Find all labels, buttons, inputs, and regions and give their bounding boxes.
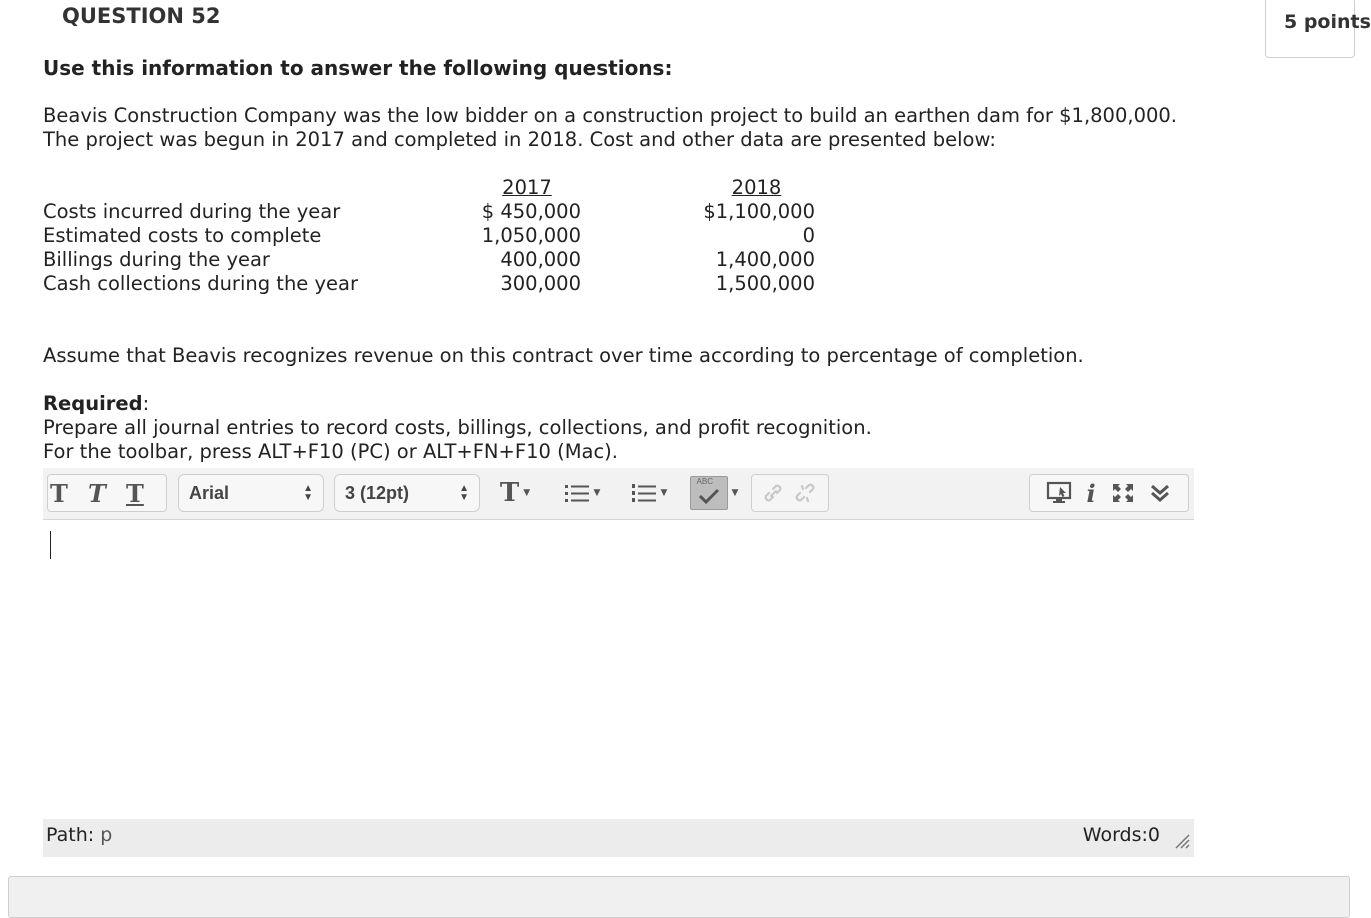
- question-title: QUESTION 52: [62, 4, 221, 28]
- link-group: [751, 474, 829, 512]
- utility-group: [1029, 474, 1189, 512]
- cell-2017: 400,000: [500, 248, 581, 271]
- element-path: [46, 824, 112, 846]
- caret-down-icon: ▼: [523, 488, 531, 498]
- next-question-container: [8, 876, 1350, 918]
- checkmark-icon: [698, 488, 720, 504]
- row-label: Costs incurred during the year: [43, 200, 341, 223]
- path-label: Path:: [46, 824, 95, 846]
- text-style-group: [47, 474, 167, 512]
- numbered-list-button[interactable]: [619, 474, 679, 512]
- bullet-list-button[interactable]: [553, 474, 611, 512]
- required-colon: :: [142, 392, 150, 415]
- spellcheck-label: ABC: [696, 477, 713, 486]
- path-value[interactable]: p: [100, 824, 113, 846]
- cell-2017: $ 450,000: [481, 200, 581, 223]
- font-size-select[interactable]: [334, 474, 480, 512]
- text-color-icon: T: [499, 478, 520, 508]
- resize-grip-icon[interactable]: [1174, 833, 1190, 849]
- info-icon[interactable]: i: [1086, 478, 1096, 508]
- editor-status-bar: [43, 819, 1194, 857]
- preview-icon[interactable]: [1046, 481, 1072, 505]
- spellcheck-icon: [690, 476, 728, 510]
- updown-arrows-icon: ▲ ▼: [459, 483, 469, 503]
- chevron-double-down-icon[interactable]: [1148, 481, 1172, 505]
- cell-2018: 1,400,000: [715, 248, 815, 271]
- cell-2017: 1,050,000: [481, 224, 581, 247]
- required-heading-line: [43, 392, 872, 416]
- row-label: Billings during the year: [43, 248, 270, 271]
- paragraph-line-2: The project was begun in 2017 and completed in 2018. Cost and other data are presented below:: [43, 128, 996, 151]
- cell-2018: 0: [802, 224, 815, 247]
- problem-paragraph: [43, 104, 1177, 152]
- bullet-list-icon: [564, 482, 590, 504]
- italic-button[interactable]: T: [88, 478, 106, 508]
- required-line-1: Prepare all journal entries to record costs, billings, collections, and profit recognition.: [43, 416, 872, 439]
- cell-2017: 300,000: [500, 272, 581, 295]
- cell-2018: $1,100,000: [703, 200, 815, 223]
- points-badge: 5 points: [1265, 0, 1355, 58]
- link-icon[interactable]: [761, 483, 785, 503]
- required-label: Required: [43, 392, 143, 415]
- unlink-icon[interactable]: [793, 483, 819, 503]
- paragraph-line-1: Beavis Construction Company was the low bidder on a construction project to build an earthen dam for $1,800,000.: [43, 104, 1177, 127]
- fullscreen-icon[interactable]: [1110, 481, 1136, 505]
- underline-button[interactable]: T: [126, 478, 144, 508]
- numbered-list-icon: [631, 482, 657, 504]
- row-label: Estimated costs to complete: [43, 224, 322, 247]
- caret-down-icon: ▼: [660, 488, 668, 498]
- spellcheck-button[interactable]: [685, 474, 743, 512]
- text-cursor: [50, 531, 51, 559]
- font-size-value: 3 (12pt): [345, 482, 410, 503]
- answer-editor[interactable]: [43, 521, 1194, 819]
- text-color-button[interactable]: [487, 474, 543, 512]
- font-family-select[interactable]: [178, 474, 324, 512]
- header-2017: 2017: [502, 176, 552, 199]
- caret-down-icon: ▼: [731, 488, 739, 498]
- editor-toolbar: [43, 468, 1194, 520]
- row-label: Cash collections during the year: [43, 272, 359, 295]
- font-family-value: Arial: [189, 482, 230, 503]
- bold-button[interactable]: T: [50, 478, 68, 508]
- required-section: [43, 392, 872, 464]
- cell-2018: 1,500,000: [715, 272, 815, 295]
- intro-heading: Use this information to answer the following questions:: [43, 56, 673, 80]
- caret-down-icon: ▼: [593, 488, 601, 498]
- assumption-text: Assume that Beavis recognizes revenue on this contract over time according to percentage of completion.: [43, 344, 1084, 367]
- required-line-2: For the toolbar, press ALT+F10 (PC) or ALT+FN+F10 (Mac).: [43, 440, 618, 463]
- header-2018: 2018: [731, 176, 782, 199]
- updown-arrows-icon: ▲ ▼: [303, 483, 313, 503]
- word-count: Words:0: [1082, 824, 1160, 846]
